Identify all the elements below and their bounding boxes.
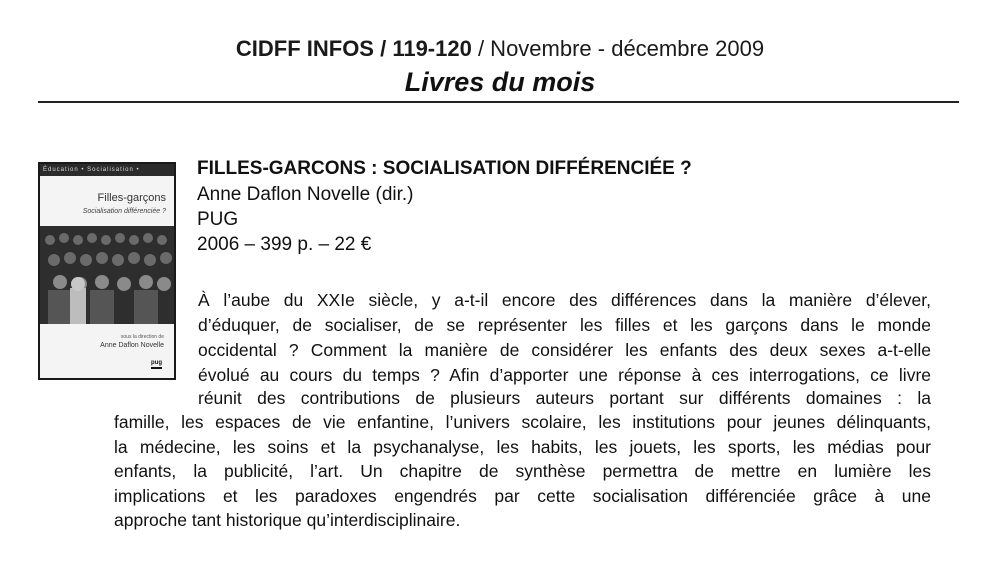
summary-line: enfants, la publicité, l’art. Un chapitre de synthèse permettra de mettre en lumière les [114,461,931,481]
summary-line: implications et les paradoxes engendrés par cette socialisation différenciée grâce à une [114,486,931,506]
cover-series-bar: Éducation • Socialisation • [40,164,174,176]
cover-photo [40,226,174,324]
cover-subtitle: Socialisation différenciée ? [82,208,166,215]
book-title: FILLES-GARCONS : SOCIALISATION DIFFÉRENCIÉE ? [197,158,692,179]
book-details: 2006 – 399 p. – 22 € [197,234,372,255]
summary-line: d’éduquer, de socialiser, de se représenter les filles et les garçons dans le monde [198,315,931,335]
publication-header [0,36,1000,62]
summary-line: À l’aube du XXIe siècle, y a-t-il encore des différences dans la manière d’élever, [198,290,931,310]
summary-line: famille, les espaces de vie enfantine, l’univers scolaire, les institutions pour jeunes délinquants, [114,412,931,432]
summary-line: occidental ? Comment la manière de considérer les enfants des deux sexes a-t-elle [198,340,931,360]
cover-author: Anne Daflon Novelle [100,342,164,349]
cover-title: Filles-garçons [97,192,166,204]
cover-editor-credit: sous la direction de [120,334,164,340]
summary-line: la médecine, les soins et la psychanalyse, les habits, les jouets, les sports, les médias pour [114,437,931,457]
summary-line: approche tant historique qu’interdisciplinaire. [114,510,461,530]
book-author: Anne Daflon Novelle (dir.) [197,184,414,205]
children-photo-graphic [40,226,174,324]
section-title: Livres du mois [404,67,596,97]
publication-date: / Novembre - décembre 2009 [471,36,765,61]
publisher-logo: pug [151,359,162,369]
header-divider [38,101,959,103]
book-cover-image [38,162,176,380]
summary-line: évolué au cours du temps ? Afin d’apporter une réponse à ces interrogations, ce livre [198,365,931,385]
publication-issue: CIDFF INFOS / 119-120 [235,36,472,61]
summary-line: réunit des contributions de plusieurs auteurs portant sur différents domaines : la [198,388,931,408]
book-publisher: PUG [197,209,239,230]
